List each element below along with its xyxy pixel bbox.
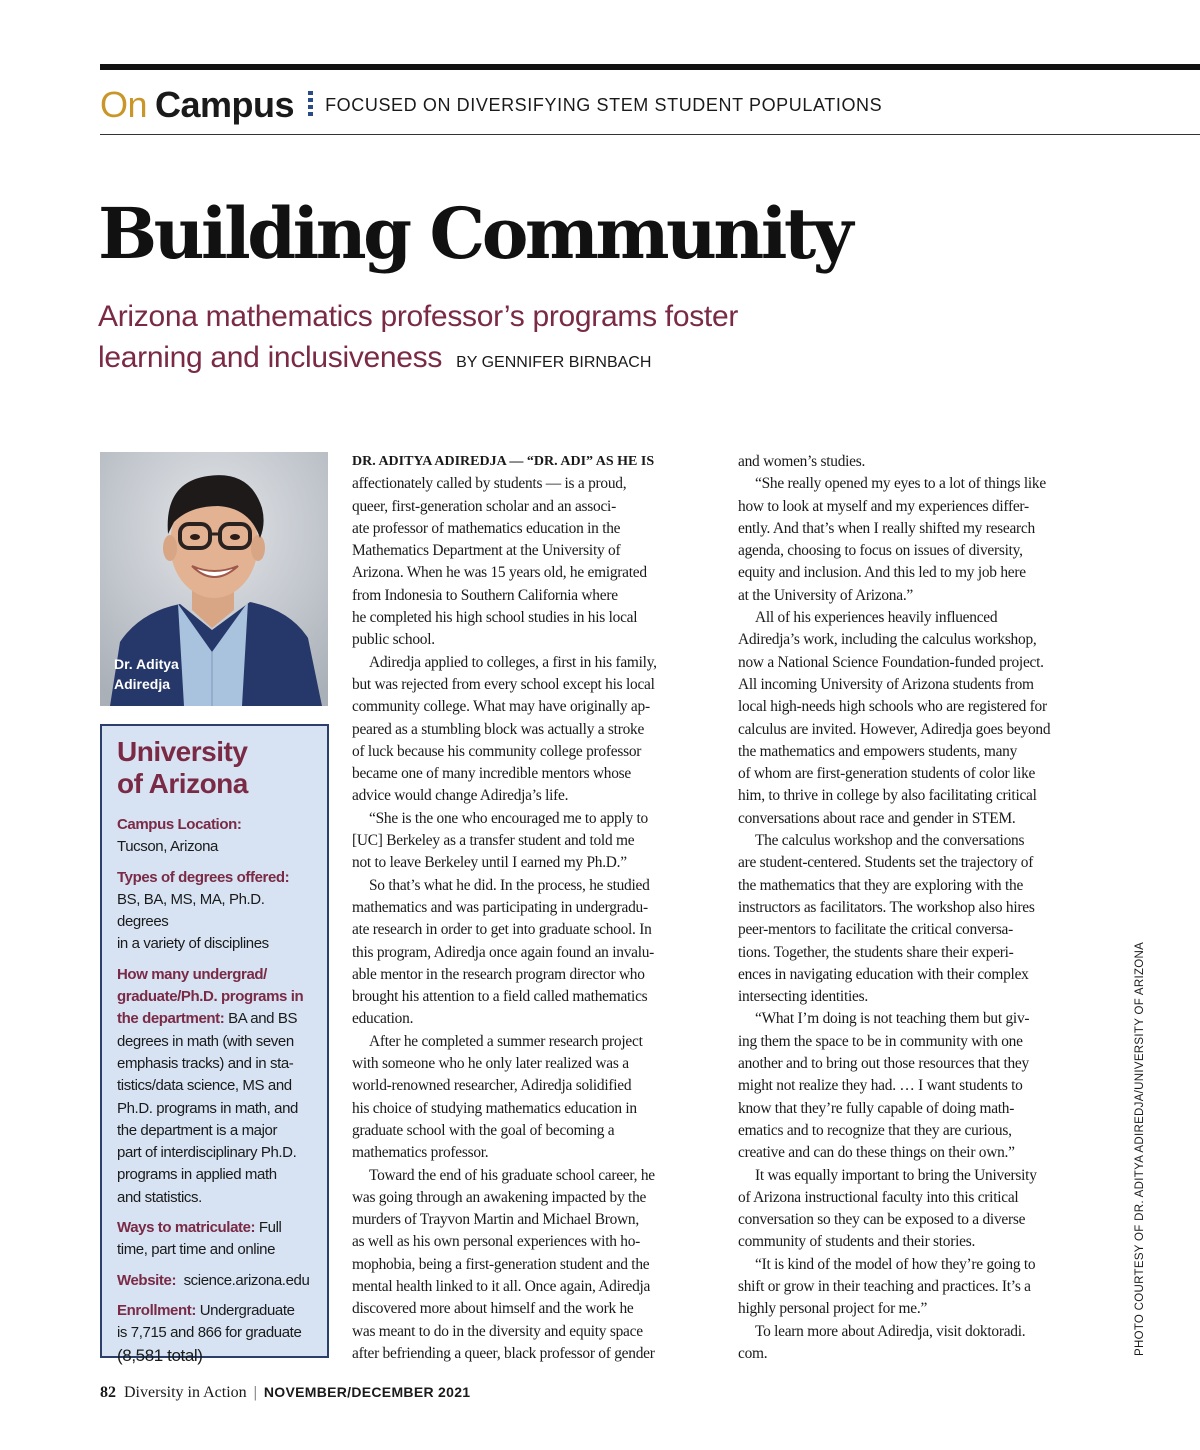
article-line: not to leave Berkeley until I earned my Ph.D.” xyxy=(352,854,627,872)
article-column-1 xyxy=(352,451,714,1365)
website-link[interactable]: science.arizona.edu xyxy=(176,1271,310,1289)
article-line: graduate school with the goal of becoming a xyxy=(352,1121,615,1139)
article-line: All incoming University of Arizona students from xyxy=(738,675,1034,693)
section-on: On xyxy=(100,84,148,125)
section-description: FOCUSED ON DIVERSIFYING STEM STUDENT POPULATIONS xyxy=(325,94,883,115)
article-line: education. xyxy=(352,1010,414,1028)
article-line: It was equally important to bring the University xyxy=(755,1166,1037,1184)
article-line: with someone who he only later realized was a xyxy=(352,1055,629,1073)
article-line: “It is kind of the model of how they’re going to xyxy=(755,1255,1036,1273)
article-line: community of students and their stories. xyxy=(738,1233,976,1251)
article-line: tions. Together, the students share their experi- xyxy=(738,943,1014,961)
article-line: his choice of studying mathematics education in xyxy=(352,1099,637,1117)
article-line: creative and can do these things on their own.” xyxy=(738,1144,1015,1162)
article-line: ing them the space to be in community with one xyxy=(738,1032,1023,1050)
programs-value-5: the department is a major xyxy=(117,1121,278,1139)
article-line: mental health linked to it all. Once again, Adiredja xyxy=(352,1277,651,1295)
article-line: able mentor in the research program director who xyxy=(352,965,645,983)
article-line: world-renowned researcher, Adiredja solidified xyxy=(352,1077,632,1095)
section-header xyxy=(100,82,882,128)
programs-value-0: BA and BS xyxy=(224,1010,298,1028)
article-line: queer, first-generation scholar and an associ- xyxy=(352,497,616,515)
article-line: the mathematics that they are exploring with the xyxy=(738,876,1024,894)
campus-location-value: Tucson, Arizona xyxy=(117,838,218,856)
article-line: affectionately called by students — is a proud, xyxy=(352,475,627,493)
page-footer xyxy=(100,1384,470,1402)
article-line: another and to bring out those resources that they xyxy=(738,1055,1029,1073)
article-line: ences in navigating education with their complex xyxy=(738,965,1029,983)
page-number: 82 xyxy=(100,1384,116,1401)
article-line: but was rejected from every school except his local xyxy=(352,675,655,693)
article-line: ate research in order to get into graduate school. In xyxy=(352,921,652,939)
programs-label-2: graduate/Ph.D. programs in xyxy=(117,988,304,1006)
article-line: community college. What may have originally ap- xyxy=(352,698,650,716)
ways-to-matriculate xyxy=(117,1217,315,1262)
magazine-name: Diversity in Action xyxy=(124,1384,247,1401)
article-line: of Arizona instructional faculty into this critical xyxy=(738,1188,1019,1206)
article-line: mophobia, being a first-generation student and the xyxy=(352,1255,650,1273)
article-line: Adiredja’s work, including the calculus workshop, xyxy=(738,631,1037,649)
footer-separator: | xyxy=(253,1384,257,1401)
degrees-offered xyxy=(117,867,315,956)
article-line: was going through an awakening impacted by the xyxy=(352,1188,647,1206)
issue-date: NOVEMBER/DECEMBER 2021 xyxy=(263,1384,471,1400)
article-line: mathematics professor. xyxy=(352,1144,489,1162)
article-line: ematics and to recognize that they are curious, xyxy=(738,1121,1012,1139)
section-campus: Campus xyxy=(155,84,295,125)
article-line: now a National Science Foundation-funded project. xyxy=(738,653,1044,671)
article-line: conversation so they can be exposed to a diverse xyxy=(738,1211,1026,1229)
enrollment xyxy=(117,1300,315,1367)
article-lead: DR. ADITYA ADIREDJA — “DR. ADI” AS HE IS xyxy=(352,454,655,469)
article-line: “What I’m doing is not teaching them but giv- xyxy=(755,1010,1030,1028)
article-line: calculus are invited. However, Adiredja goes beyond xyxy=(738,720,1051,738)
website-label: Website: xyxy=(117,1271,177,1289)
article-line: know that they’re fully capable of doing math- xyxy=(738,1099,1015,1117)
article-line: the mathematics and empowers students, many xyxy=(738,742,1018,760)
university-info-box xyxy=(100,724,329,1365)
article-line: of whom are first-generation students of color like xyxy=(738,765,1036,783)
article-line: The calculus workshop and the conversations xyxy=(755,832,1025,850)
article-line: Toward the end of his graduate school career, he xyxy=(369,1166,655,1184)
ways-value-2: time, part time and online xyxy=(117,1241,276,1259)
enrollment-value-1: Undergraduate xyxy=(195,1301,295,1319)
article-line: instructors as facilitators. The workshop also hires xyxy=(738,898,1035,916)
article-line: com. xyxy=(738,1344,768,1362)
article-line: as well as his own personal experiences with ho- xyxy=(352,1233,641,1251)
enrollment-label: Enrollment: xyxy=(117,1301,196,1319)
article-line: [UC] Berkeley as a transfer student and told me xyxy=(352,832,635,850)
article-line: mathematics and was participating in undergradu- xyxy=(352,898,648,916)
article-column-1-body xyxy=(352,473,714,1365)
article-column-2-body xyxy=(738,451,1100,1365)
programs-value-2: emphasis tracks) and in sta- xyxy=(117,1054,294,1072)
article-line: shift or grow in their teaching and practices. It’s a xyxy=(738,1277,1031,1295)
article-line: public school. xyxy=(352,631,435,649)
article-line: So that’s what he did. In the process, he studied xyxy=(369,876,650,894)
degrees-line-1: BS, BA, MS, MA, Ph.D. degrees xyxy=(117,890,265,931)
article-line: murders of Trayvon Martin and Michael Brown, xyxy=(352,1211,639,1229)
article-line: peared as a stumbling block was actually a stroke xyxy=(352,720,645,738)
photo-caption xyxy=(114,654,179,694)
portrait-photo xyxy=(100,452,328,706)
section-separator xyxy=(308,91,313,119)
website xyxy=(117,1270,315,1292)
article-line: “She really opened my eyes to a lot of things like xyxy=(755,475,1046,493)
article-line: might not realize they had. … I want students to xyxy=(738,1077,1023,1095)
article-line: are student-centered. Students set the trajectory of xyxy=(738,854,1034,872)
enrollment-total: (8,581 total) xyxy=(117,1345,203,1365)
article-line: Mathematics Department at the University of xyxy=(352,542,621,560)
programs-label-1: How many undergrad/ xyxy=(117,965,267,983)
article-line: conversations about race and gender in STEM. xyxy=(738,809,1016,827)
deck-line-2-text: learning and inclusiveness xyxy=(98,341,443,374)
article-line: After he completed a summer research project xyxy=(369,1032,643,1050)
programs-value-8: and statistics. xyxy=(117,1188,202,1206)
article-line: intersecting identities. xyxy=(738,988,868,1006)
sidebar-title-line-1: University xyxy=(117,736,248,767)
article-line: at the University of Arizona.” xyxy=(738,586,913,604)
programs-value-7: programs in applied math xyxy=(117,1166,277,1184)
article-line: from Indonesia to Southern California where xyxy=(352,586,618,604)
article-line: ate professor of mathematics education in the xyxy=(352,519,621,537)
programs-value-3: tistics/data science, MS and xyxy=(117,1077,292,1095)
article-column-2 xyxy=(738,451,1100,1365)
article-line: agenda, choosing to focus on issues of diversity, xyxy=(738,542,1023,560)
deck-line-2 xyxy=(98,337,818,383)
article-line: of luck because his community college professor xyxy=(352,742,642,760)
programs-value-4: Ph.D. programs in math, and xyxy=(117,1099,298,1117)
campus-location-label: Campus Location: xyxy=(117,816,242,833)
article-line: after befriending a queer, black professor of gender xyxy=(352,1344,655,1362)
article-line: this program, Adiredja once again found an invalu- xyxy=(352,943,655,961)
photo-caption-line-2: Adiredja xyxy=(114,676,171,692)
article-line: highly personal project for me.” xyxy=(738,1300,928,1318)
article-line: brought his attention to a field called mathematics xyxy=(352,988,648,1006)
photo-credit: PHOTO COURTESY OF DR. ADITYA ADIREDJA/UNIVERSITY OF ARIZONA xyxy=(1134,941,1146,1356)
sidebar-title xyxy=(117,736,315,800)
top-rule xyxy=(100,64,1200,70)
deck xyxy=(98,296,818,383)
photo-caption-line-1: Dr. Aditya xyxy=(114,656,179,672)
article-line: Adiredja applied to colleges, a first in his family, xyxy=(369,653,657,671)
enrollment-value-2: is 7,715 and 866 for graduate xyxy=(117,1324,302,1342)
programs-value-1: degrees in math (with seven xyxy=(117,1032,294,1050)
article-line: he completed his high school studies in his local xyxy=(352,609,638,627)
article-line: how to look at myself and my experiences differ- xyxy=(738,497,1029,515)
article-line: “She is the one who encouraged me to apply to xyxy=(369,809,648,827)
article-line: local high-needs high schools who are registered for xyxy=(738,698,1047,716)
article-line: ently. And that’s when I really shifted my research xyxy=(738,519,1035,537)
article-line: and women’s studies. xyxy=(738,453,866,470)
article-line: him, to thrive in college by also facilitating critical xyxy=(738,787,1037,805)
byline: BY GENNIFER BIRNBACH xyxy=(456,354,652,371)
ways-label: Ways to matriculate: xyxy=(117,1219,256,1237)
article-line: To learn more about Adiredja, visit doktoradi. xyxy=(755,1322,1026,1340)
article-line: discovered more about himself and the work he xyxy=(352,1300,634,1318)
section-rule xyxy=(100,134,1200,135)
campus-location xyxy=(117,814,315,859)
article-line: peer-mentors to facilitate the critical conversa- xyxy=(738,921,1014,939)
article-line: was meant to do in the diversity and equity space xyxy=(352,1322,643,1340)
degrees-line-2: in a variety of disciplines xyxy=(117,935,269,953)
article-line: All of his experiences heavily influenced xyxy=(755,609,998,627)
deck-line-1: Arizona mathematics professor’s programs foster xyxy=(98,300,739,333)
programs-label-3: the department: xyxy=(117,1010,225,1028)
article-line: became one of many incredible mentors whose xyxy=(352,765,632,783)
programs-count xyxy=(117,964,315,1209)
ways-value-1: Full xyxy=(255,1219,282,1237)
article-line: advice would change Adiredja’s life. xyxy=(352,787,569,805)
article-line: equity and inclusion. And this led to my job here xyxy=(738,564,1026,582)
degrees-label: Types of degrees offered: xyxy=(117,868,290,886)
sidebar-title-line-2: of Arizona xyxy=(117,768,248,799)
headline: Building Community xyxy=(98,192,850,275)
article-line: Arizona. When he was 15 years old, he emigrated xyxy=(352,564,647,582)
programs-value-6: part of interdisciplinary Ph.D. xyxy=(117,1144,297,1162)
